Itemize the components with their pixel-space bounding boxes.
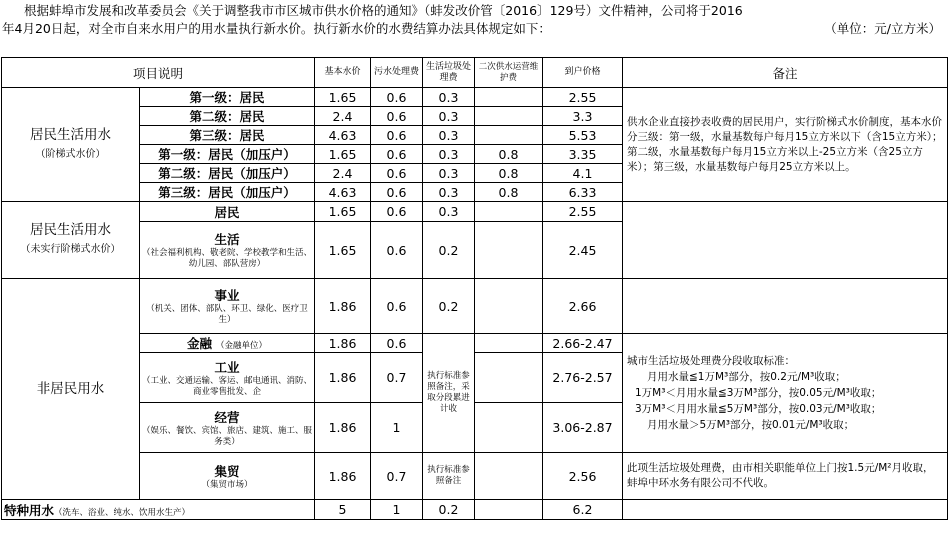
table-row: 居民生活用水 （阶梯式水价） 第一级：居民 1.65 0.6 0.3 2.55 供水企业直接抄表收费的居民用户，实行阶梯式水价制度，基本水价分三级：第一级，水量基数每户每月15立方米以下（含15立方米）；第二级，水量基数每户每月15立方米以上-25立方米（含25立方米）；第三级，水量基数每户每月25立方米以上。: [2, 88, 948, 107]
intro-text: [2, 2, 947, 38]
table-row: 集贸 （集贸市场） 1.86 0.7 执行标准参照备注 2.56 此项生活垃圾处理费，由市相关职能单位上门按1.5元/M²月收取，蚌埠中环水务有限公司不代收。: [2, 453, 948, 500]
table-row: 非居民用水 事业 （机关、团体、部队、环卫、绿化、医疗卫生） 1.86 0.6 0.2 2.66: [2, 279, 948, 334]
header-item: 项目说明: [2, 58, 315, 88]
header-row: [2, 58, 948, 88]
table-row: 生活 （社会福利机构、敬老院、学校教学和生活、幼儿园、部队营房） 1.65 0.6 0.2 2.45: [2, 222, 948, 279]
table-row: 第二级：居民 2.4 0.6 0.3 3.3: [2, 107, 948, 126]
remark-garbage: 城市生活垃圾处理费分段收取标准： 月用水量≦1万M³部分，按0.2元/M³收取； 1万M³＜月用水量≦3万M³部分，按0.05元/M³收取； 3万M³＜月用水量≦5万M³部分，按0.03元/M³收取； 月用水量＞5万M³部分，按0.01元/M³收取；: [623, 334, 948, 453]
header-sewage: 污水处理费: [371, 58, 423, 88]
group-tiered: 居民生活用水 （阶梯式水价）: [2, 88, 140, 202]
group-special: 特种用水（洗车、浴业、纯水、饮用水生产）: [2, 500, 315, 520]
header-base: 基本水价: [315, 58, 371, 88]
group-nontiered: 居民生活用水 （未实行阶梯式水价）: [2, 202, 140, 279]
header-remark: 备注: [623, 58, 948, 88]
table-row: 第三级：居民 4.63 0.6 0.3 5.53: [2, 126, 948, 145]
table-row: 第二级：居民（加压户） 2.4 0.6 0.3 0.8 4.1: [2, 164, 948, 183]
header-total: 到户价格: [543, 58, 623, 88]
table-row: 居民生活用水 （未实行阶梯式水价） 居民 1.65 0.6 0.3 2.55: [2, 202, 948, 222]
intro-line-1: 根据蚌埠市发展和改革委员会《关于调整我市市区城市供水价格的通知》（蚌发改价管〔2016〕129号）文件精神，公司将于2016: [24, 3, 743, 18]
table-row: 第一级：居民（加压户） 1.65 0.6 0.3 0.8 3.35: [2, 145, 948, 164]
intro-line-2: 年4月20日起，对全市自来水用户的用水量执行新水价。执行新水价的水费结算办法具体规定如下：: [2, 21, 551, 36]
table-row: 金融 （金融单位） 1.86 0.6 执行标准参照备注，采取分段累进计收 2.66-2.47 城市生活垃圾处理费分段收取标准： 月用水量≦1万M³部分，按0.2元/M³收取； 1万M³＜月用水量≦3万M³部分，按0.05元/M³收取； 3万M³＜月用水量≦5万M³部分，按0.03元/M³收取； 月用水量＞5万M³部分，按0.01元/M³收取；: [2, 334, 948, 353]
header-secondary: 二次供水运营维护费: [475, 58, 543, 88]
remark-tiered: 供水企业直接抄表收费的居民用户，实行阶梯式水价制度，基本水价分三级：第一级，水量基数每户每月15立方米以下（含15立方米）；第二级，水量基数每户每月15立方米以上-25立方米（含25立方米）；第三级，水量基数每户每月25立方米以上。: [623, 88, 948, 202]
header-garbage: 生活垃圾处理费: [423, 58, 475, 88]
table-row: 经营 （娱乐、餐饮、宾馆、旅店、建筑、施工、服务类） 1.86 1 3.06-2.87: [2, 403, 948, 453]
unit-label: （单位：元/立方米）: [824, 21, 941, 36]
table-row: 第三级：居民（加压户） 4.63 0.6 0.3 0.8 6.33: [2, 183, 948, 202]
group-nonres: 非居民用水: [2, 279, 140, 500]
garbage-merged: 执行标准参照备注，采取分段累进计收: [423, 334, 475, 453]
table-row: 特种用水（洗车、浴业、纯水、饮用水生产） 5 1 0.2 6.2: [2, 500, 948, 520]
remark-market: 此项生活垃圾处理费，由市相关职能单位上门按1.5元/M²月收取，蚌埠中环水务有限公司不代收。: [623, 453, 948, 500]
remark-empty: [623, 202, 948, 279]
water-price-table: [1, 57, 948, 520]
row-label: 第一级：居民: [140, 88, 315, 107]
table-row: 工业 （工业、交通运输、客运、邮电通讯、消防、商业零售批发、企 1.86 0.7 2.76-2.57: [2, 353, 948, 403]
